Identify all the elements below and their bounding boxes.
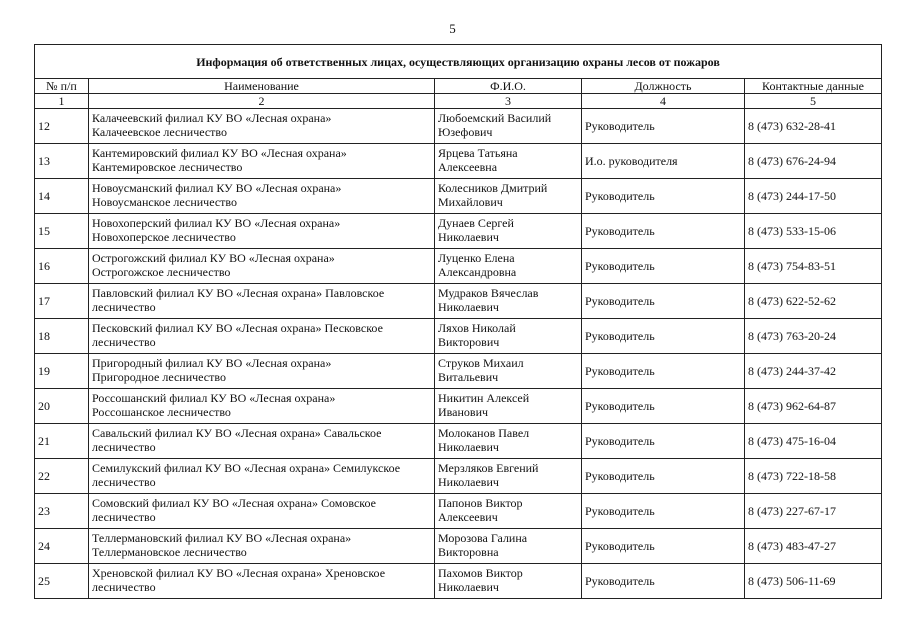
- table-row: [35, 459, 882, 494]
- column-number: 4: [582, 94, 745, 109]
- phone-cell: 8 (473) 722-18-58: [745, 459, 882, 494]
- fio-patronymic: Витальевич: [438, 370, 499, 384]
- fio-patronymic: Николаевич: [438, 475, 499, 489]
- fio-patronymic: Викторович: [438, 335, 500, 349]
- row-number: 22: [35, 459, 89, 494]
- branch-name-line: Павловский филиал КУ ВО «Лесная охрана» Павловское: [92, 286, 385, 300]
- position-cell: Руководитель: [582, 249, 745, 284]
- header-name: Наименование: [89, 79, 435, 94]
- fio-patronymic: Николаевич: [438, 300, 499, 314]
- fio-surname-name: Мудраков Вячеслав: [438, 286, 539, 300]
- fio-surname-name: Луценко Елена: [438, 251, 515, 265]
- branch-name-line: Острогожский филиал КУ ВО «Лесная охрана»: [92, 251, 335, 265]
- branch-name-cell: [89, 179, 435, 214]
- responsible-persons-table: [34, 44, 882, 599]
- fio-patronymic: Иванович: [438, 405, 489, 419]
- table-row: [35, 564, 882, 599]
- branch-name-line: Семилукский филиал КУ ВО «Лесная охрана» Семилукское: [92, 461, 401, 475]
- forestry-name-line: лесничество: [92, 475, 156, 489]
- column-number: 3: [435, 94, 582, 109]
- row-number: 15: [35, 214, 89, 249]
- table-row: [35, 424, 882, 459]
- row-number: 20: [35, 389, 89, 424]
- fio-surname-name: Колесников Дмитрий: [438, 181, 548, 195]
- phone-cell: 8 (473) 632-28-41: [745, 109, 882, 144]
- position-cell: Руководитель: [582, 109, 745, 144]
- branch-name-cell: [89, 389, 435, 424]
- header-fio: Ф.И.О.: [435, 79, 582, 94]
- table-row: [35, 319, 882, 354]
- table-row: [35, 529, 882, 564]
- branch-name-line: Песковский филиал КУ ВО «Лесная охрана» Песковское: [92, 321, 383, 335]
- fio-cell: [435, 389, 582, 424]
- phone-cell: 8 (473) 533-15-06: [745, 214, 882, 249]
- fio-cell: [435, 179, 582, 214]
- branch-name-line: Новоусманский филиал КУ ВО «Лесная охрана»: [92, 181, 342, 195]
- branch-name-cell: [89, 494, 435, 529]
- phone-cell: 8 (473) 763-20-24: [745, 319, 882, 354]
- phone-cell: 8 (473) 244-17-50: [745, 179, 882, 214]
- forestry-name-line: лесничество: [92, 440, 156, 454]
- forestry-name-line: лесничество: [92, 300, 156, 314]
- branch-name-line: Новохоперский филиал КУ ВО «Лесная охрана»: [92, 216, 341, 230]
- fio-patronymic: Викторовна: [438, 545, 499, 559]
- row-number: 16: [35, 249, 89, 284]
- fio-cell: [435, 494, 582, 529]
- forestry-name-line: Теллермановское лесничество: [92, 545, 247, 559]
- fio-cell: [435, 459, 582, 494]
- forestry-name-line: Новоусманское лесничество: [92, 195, 237, 209]
- position-cell: Руководитель: [582, 354, 745, 389]
- row-number: 18: [35, 319, 89, 354]
- forestry-name-line: Кантемировское лесничество: [92, 160, 243, 174]
- branch-name-line: Россошанский филиал КУ ВО «Лесная охрана»: [92, 391, 336, 405]
- forestry-name-line: Калачеевское лесничество: [92, 125, 228, 139]
- header-num: № п/п: [35, 79, 89, 94]
- column-number: 5: [745, 94, 882, 109]
- fio-surname-name: Ярцева Татьяна: [438, 146, 518, 160]
- position-cell: Руководитель: [582, 494, 745, 529]
- column-number: 1: [35, 94, 89, 109]
- table-row: [35, 109, 882, 144]
- branch-name-cell: [89, 214, 435, 249]
- position-cell: Руководитель: [582, 424, 745, 459]
- position-cell: Руководитель: [582, 319, 745, 354]
- table-row: [35, 354, 882, 389]
- fio-cell: [435, 144, 582, 179]
- forestry-name-line: лесничество: [92, 335, 156, 349]
- branch-name-line: Савальский филиал КУ ВО «Лесная охрана» Савальское: [92, 426, 382, 440]
- table-row: [35, 144, 882, 179]
- position-cell: Руководитель: [582, 179, 745, 214]
- fio-patronymic: Александровна: [438, 265, 517, 279]
- header-position: Должность: [582, 79, 745, 94]
- branch-name-line: Сомовский филиал КУ ВО «Лесная охрана» Сомовское: [92, 496, 376, 510]
- phone-cell: 8 (473) 483-47-27: [745, 529, 882, 564]
- row-number: 23: [35, 494, 89, 529]
- fio-cell: [435, 319, 582, 354]
- row-number: 21: [35, 424, 89, 459]
- table-title: Информация об ответственных лицах, осуществляющих организацию охраны лесов от пожаров: [35, 45, 882, 79]
- branch-name-cell: [89, 564, 435, 599]
- fio-surname-name: Струков Михаил: [438, 356, 524, 370]
- forestry-name-line: Пригородное лесничество: [92, 370, 226, 384]
- forestry-name-line: Россошанское лесничество: [92, 405, 231, 419]
- table-row: [35, 179, 882, 214]
- fio-surname-name: Никитин Алексей: [438, 391, 530, 405]
- phone-cell: 8 (473) 244-37-42: [745, 354, 882, 389]
- fio-cell: [435, 424, 582, 459]
- forestry-name-line: Новохоперское лесничество: [92, 230, 236, 244]
- branch-name-cell: [89, 284, 435, 319]
- fio-cell: [435, 109, 582, 144]
- fio-cell: [435, 249, 582, 284]
- fio-surname-name: Пахомов Виктор: [438, 566, 523, 580]
- row-number: 17: [35, 284, 89, 319]
- fio-cell: [435, 214, 582, 249]
- fio-cell: [435, 564, 582, 599]
- phone-cell: 8 (473) 676-24-94: [745, 144, 882, 179]
- phone-cell: 8 (473) 475-16-04: [745, 424, 882, 459]
- fio-patronymic: Михайлович: [438, 195, 503, 209]
- row-number: 13: [35, 144, 89, 179]
- forestry-name-line: лесничество: [92, 510, 156, 524]
- phone-cell: 8 (473) 754-83-51: [745, 249, 882, 284]
- position-cell: Руководитель: [582, 459, 745, 494]
- fio-patronymic: Николаевич: [438, 230, 499, 244]
- row-number: 24: [35, 529, 89, 564]
- phone-cell: 8 (473) 962-64-87: [745, 389, 882, 424]
- branch-name-cell: [89, 144, 435, 179]
- branch-name-line: Кантемировский филиал КУ ВО «Лесная охрана»: [92, 146, 347, 160]
- position-cell: Руководитель: [582, 389, 745, 424]
- phone-cell: 8 (473) 506-11-69: [745, 564, 882, 599]
- table-row: [35, 214, 882, 249]
- fio-patronymic: Алексеевна: [438, 160, 498, 174]
- fio-patronymic: Юзефович: [438, 125, 493, 139]
- branch-name-cell: [89, 354, 435, 389]
- branch-name-cell: [89, 529, 435, 564]
- fio-patronymic: Николаевич: [438, 580, 499, 594]
- fio-surname-name: Любоемский Василий: [438, 111, 552, 125]
- table-header-row: [35, 79, 882, 94]
- table-title-row: [35, 45, 882, 79]
- fio-cell: [435, 284, 582, 319]
- branch-name-cell: [89, 424, 435, 459]
- fio-surname-name: Папонов Виктор: [438, 496, 523, 510]
- column-number: 2: [89, 94, 435, 109]
- branch-name-line: Теллермановский филиал КУ ВО «Лесная охрана»: [92, 531, 352, 545]
- branch-name-cell: [89, 459, 435, 494]
- branch-name-cell: [89, 249, 435, 284]
- forestry-name-line: Острогожское лесничество: [92, 265, 231, 279]
- branch-name-line: Калачеевский филиал КУ ВО «Лесная охрана»: [92, 111, 332, 125]
- header-contacts: Контактные данные: [745, 79, 882, 94]
- row-number: 19: [35, 354, 89, 389]
- fio-cell: [435, 529, 582, 564]
- row-number: 25: [35, 564, 89, 599]
- page-number: 5: [449, 21, 456, 36]
- position-cell: И.о. руководителя: [582, 144, 745, 179]
- fio-surname-name: Молоканов Павел: [438, 426, 530, 440]
- position-cell: Руководитель: [582, 529, 745, 564]
- phone-cell: 8 (473) 227-67-17: [745, 494, 882, 529]
- fio-surname-name: Ляхов Николай: [438, 321, 516, 335]
- position-cell: Руководитель: [582, 214, 745, 249]
- fio-patronymic: Николаевич: [438, 440, 499, 454]
- table-row: [35, 494, 882, 529]
- branch-name-cell: [89, 319, 435, 354]
- table-row: [35, 284, 882, 319]
- fio-surname-name: Мерзляков Евгений: [438, 461, 539, 475]
- fio-cell: [435, 354, 582, 389]
- branch-name-line: Хреновской филиал КУ ВО «Лесная охрана» Хреновское: [92, 566, 386, 580]
- fio-surname-name: Дунаев Сергей: [438, 216, 514, 230]
- fio-surname-name: Морозова Галина: [438, 531, 528, 545]
- branch-name-cell: [89, 109, 435, 144]
- branch-name-line: Пригородный филиал КУ ВО «Лесная охрана»: [92, 356, 332, 370]
- row-number: 12: [35, 109, 89, 144]
- table-row: [35, 249, 882, 284]
- position-cell: Руководитель: [582, 284, 745, 319]
- forestry-name-line: лесничество: [92, 580, 156, 594]
- row-number: 14: [35, 179, 89, 214]
- phone-cell: 8 (473) 622-52-62: [745, 284, 882, 319]
- table-row: [35, 389, 882, 424]
- fio-patronymic: Алексеевич: [438, 510, 498, 524]
- position-cell: Руководитель: [582, 564, 745, 599]
- column-number-row: [35, 94, 882, 109]
